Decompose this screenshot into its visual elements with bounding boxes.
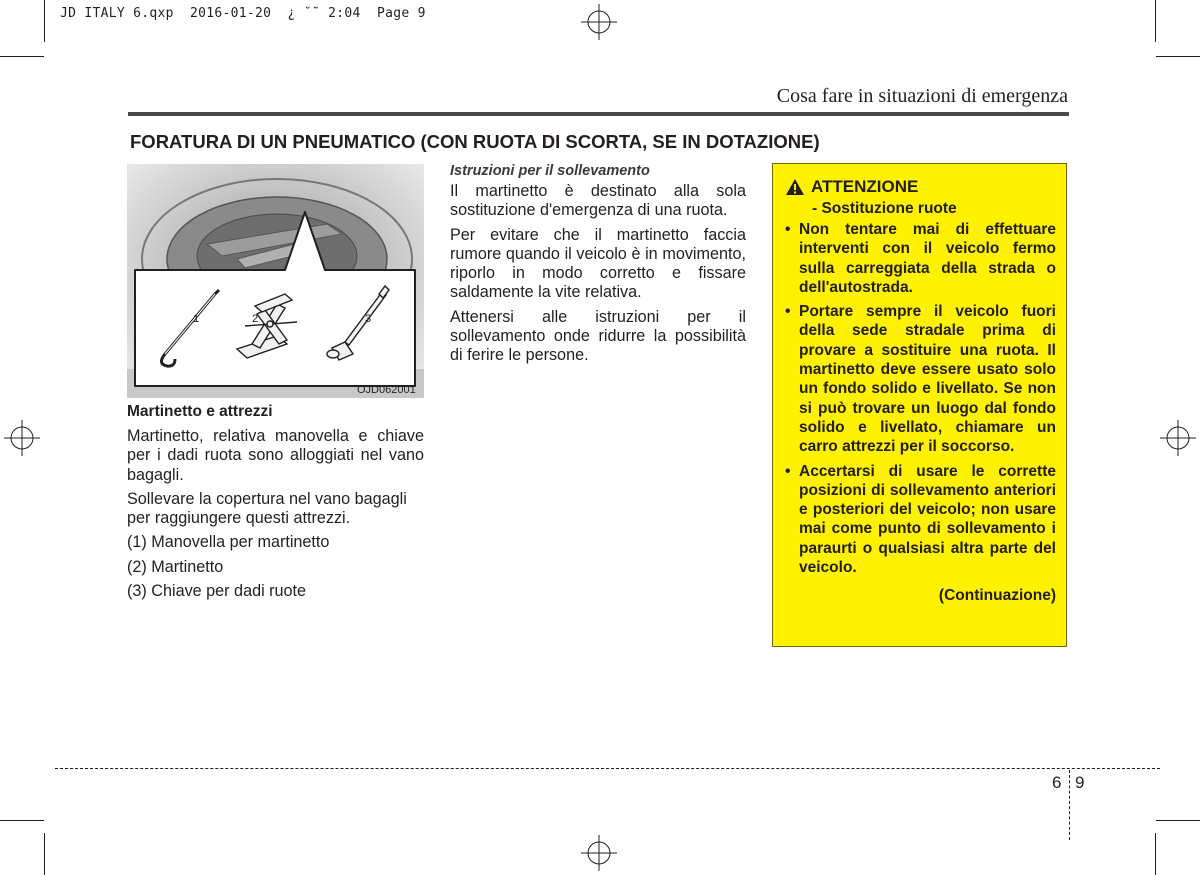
list-item: (1) Manovella per martinetto [127,533,330,552]
crop-mark-top-left-v [44,0,45,42]
warning-subtitle: - Sostituzione ruote [812,200,957,217]
crop-mark-top-left-h [0,56,44,57]
page-title: FORATURA DI UN PNEUMATICO (CON RUOTA DI SCORTA, SE IN DOTAZIONE) [130,131,820,152]
crop-mark-bottom-left-v [44,833,45,875]
column-left [127,402,424,606]
bullet: • [785,303,791,321]
callout-2: 2 [252,313,259,325]
figure-code: OJD062001 [357,384,416,396]
list-item: (3) Chiave per dadi ruote [127,582,307,601]
paragraph: Per evitare che il martinetto faccia rumore quando il veicolo è in movimento, riporlo in modo corretto e fissare saldamente la vite relativa. [450,225,746,302]
warning-triangle-icon [785,178,805,196]
section-heading-jack-tools: Martinetto e attrezzi [127,403,273,420]
warning-header [785,176,1056,198]
crop-mark-top-right-v [1155,0,1156,42]
crop-mark-top-right-h [1156,56,1200,57]
chapter-number: 6 [1052,773,1062,792]
footer-divider [1069,770,1070,840]
column-middle [450,162,746,371]
crop-mark-bottom-right-h [1156,820,1200,821]
crop-mark-bottom-left-h [0,820,44,821]
running-header: Cosa fare in situazioni di emergenza [776,85,1068,107]
print-slug: JD ITALY 6.qxp 2016-01-20 ¿ ˘˜ 2:04 Page 9 [60,6,426,21]
warning-title: ATTENZIONE [811,177,919,196]
jack-tools-illustration [127,164,424,398]
list-item: (2) Martinetto [127,557,224,576]
paragraph: Il martinetto è destinato alla sola sostituzione d'emergenza di una ruota. [450,182,746,220]
crop-mark-bottom-right-v [1155,833,1156,875]
paragraph: Attenersi alle istruzioni per il sollevamento onde ridurre la possibilità di ferire le persone. [450,307,746,365]
warning-list [785,220,1056,577]
callout-3: 3 [365,313,372,325]
registration-mark-top [581,4,617,40]
registration-mark-left [4,420,40,456]
bullet: • [785,462,791,480]
warning-box [772,163,1067,647]
header-rule [128,112,1069,116]
callout-1: 1 [193,313,200,325]
registration-mark-right [1160,420,1196,456]
warning-item: • Non tentare mai di effettuare interventi con il veicolo fermo sulla carreggiata della strada o dell'autostrada. [785,221,1056,296]
continued-label: (Continuazione) [938,587,1056,605]
bullet: • [785,221,791,238]
warning-item: • Accertarsi di usare le corrette posizioni di sollevamento anteriori e posteriori del veicolo; non usare mai come punto di sollevamento i paraurti o qualsiasi altra parte del veicolo. [785,462,1056,577]
paragraph: Sollevare la copertura nel vano bagagli per raggiungere questi attrezzi. [127,489,407,528]
warning-item: • Portare sempre il veicolo fuori della sede stradale prima di provare a sostituire una ruota. Il martinetto deve essere usato solo un fondo solido e livellato. Se non si può trovare un luogo dal fondo solido e livellato, chiamare un carro attrezzi per il soccorso. [785,303,1056,456]
footer-rule [55,768,1160,769]
section-heading-lifting: Istruzioni per il sollevamento [450,163,650,179]
registration-mark-bottom [581,835,617,871]
page-number: 9 [1075,773,1085,792]
paragraph: Martinetto, relativa manovella e chiave per i dadi ruota sono alloggiati nel vano bagagli. [127,427,424,484]
